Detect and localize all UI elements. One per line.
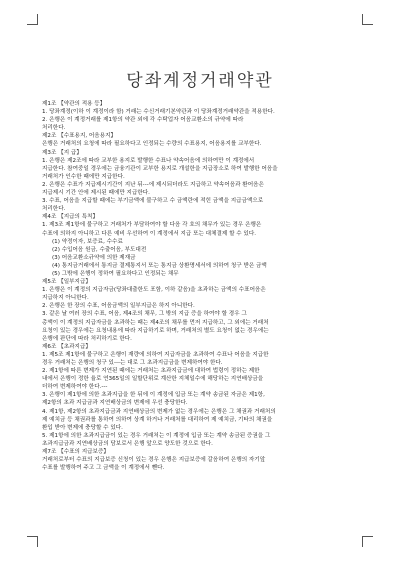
- text-line: 제4조 【지급의 특칙】: [42, 214, 99, 221]
- text-line: 제2항의 초과 지급금과 지연배상금의 변제에 우선 충당한다.: [42, 400, 188, 407]
- text-line: 처리한다.: [42, 125, 66, 132]
- text-line: 2. 은행은 이 계정거래를 제1항의 약관 외에 각 수탁업자 어음교환소의 규약에 따라: [42, 117, 244, 124]
- text-line: 제1조 【약관의 적용 등】: [42, 101, 106, 107]
- text-line: 경우 거래처는 은행의 청구 있---는 대로 그 초과지급금을 변제하여야 한다.: [42, 360, 223, 366]
- text-line: 내에서 은행이 정한 율로 연365일의 일할단위로 계산한 지체일수에 해당하는 지연배상금을: [42, 376, 264, 383]
- text-line: 은행은 거래처의 요청에 따라 필요하다고 인정되는 수량의 수표용지, 어음용지를 교부한다.: [42, 141, 262, 148]
- document-body: [42, 100, 368, 472]
- text-line: (5) 그밖에 은행이 정하여 필요하다고 인정되는 채무: [52, 270, 179, 277]
- document-title: 당좌계정거래약관: [126, 71, 274, 91]
- text-line: 지급제시 기간 안에 제시된 때에만 지급한다.: [42, 190, 150, 197]
- text-line: 2. 제1항에 따른 변제가 지연된 때에는 거래처는 초과지급금에 대하여 법령이 정하는 제한: [42, 368, 260, 375]
- corner-mark-bottom-left: [27, 536, 38, 547]
- text-line: 초과지급금과 지연배상금의 담보로서 은행 앞으로 양도한 것으로 한다.: [42, 440, 213, 447]
- corner-mark-top-left: [27, 14, 38, 25]
- text-line: 2. 은행은 한 장의 수표, 어음금액의 일부지급은 하지 아니한다.: [42, 303, 195, 310]
- text-line: 제5조 【일부지급】: [42, 279, 91, 286]
- text-line: 2. 은행은 수표가 지급제시기간이 지난 뒤---에 제시되더라도 지급하고 약속어음과 환어음은: [42, 181, 264, 188]
- text-line: 1. 은행은 이 계정의 지급자금(당좌대출한도 포함, 이하 같음)을 초과하는 금액의 수표어음은: [42, 287, 266, 294]
- text-line: 1. 제3조 제1항에 불구하고 거래처가 부담하여야 할 다음 각 호의 채무가 있는 경우 은행은: [42, 222, 262, 229]
- corner-mark-top-right: [362, 14, 373, 25]
- text-line: 더하여 변제하여야 한다.---: [42, 384, 108, 391]
- text-line: 총액이 이 계정의 지급자금을 초과하는 때는 제4조의 채무를 먼저 지급하고, 그 외에는 거래처: [42, 319, 269, 326]
- text-line: 4. 제1항, 제2항의 초과지급금과 지연배상금의 변제가 없는 경우에는 은행은 그 채권과 거래처의: [42, 408, 276, 415]
- text-line: 처리한다.: [42, 206, 66, 213]
- text-line: (3) 어음교환소규약에 의한 제재금: [52, 254, 136, 261]
- text-line: 제7조 【수표의 지급보증】: [42, 449, 109, 456]
- text-line: 거래처가 인수한 때에만 지급한다.: [42, 173, 125, 180]
- text-line: 제6조 【초과지급】: [42, 343, 91, 350]
- text-line: 제 예치금 등 채권과를 통하여 의하여 상계 하거나 거래처를 대리하여 제 예치금, 기타의 채권을: [42, 416, 273, 423]
- text-line: 제3조 【지 급】: [42, 149, 82, 156]
- text-line: 제2조 【수표용지, 어음용지】: [42, 133, 117, 140]
- corner-mark-bottom-right: [362, 536, 373, 547]
- text-line: 5. 제1항에 의한 초과지급금이 있는 경우 거래처는 이 계정에 입금 또는 계약 송금된 증권을 그: [42, 432, 271, 439]
- text-line: 은행에 판단에 따라 처리하기로 한다.: [42, 335, 132, 342]
- text-line: 요청이 있는 경우에는 요청내용에 따라 지급하기로 하며, 거래처의 별도 요청이 없는 경우에는: [42, 327, 269, 334]
- text-line: 지급하지 아니한다.: [42, 295, 89, 302]
- text-line: 수표를 발행하여 주고 그 금액을 이 계정에서 뺀다.: [42, 465, 165, 472]
- text-line: 3. 은행이 제1항에 의한 초과지급을 한 뒤에 이 계정에 입금 또는 계약 송금된 자금은 제1항,: [42, 392, 265, 399]
- text-line: 1. 제5조 제1항에 불구하고 은행이 재량에 의하여 지급자금을 초과하여 수표나 어음을 지급한: [42, 351, 269, 358]
- text-line: 환입 받아 변제에 충당할 수 있다.: [42, 424, 123, 431]
- text-line: 수표에 의하지 아니하고 다른 예비 우선하여 이 계정에서 지급 또는 대체결제 할 수 있다.: [42, 230, 257, 237]
- text-line: 3. 수표, 어음을 지급할 때에는 부기금액에 불구하고 수 금액란에 적힌 금액을 지급금액으로: [42, 198, 264, 205]
- text-line: (4) 통지금거래에서 통지금 결제통지서 또는 통지금 상환명세서에 의하여 청구 받은 금액: [52, 262, 267, 269]
- text-line: 3. 같은 날 여러 장의 수표, 어음, 제4조의 채무, 그 밖의 지급 증을 하여야 할 경우 그: [42, 311, 247, 318]
- text-line: (2) 수입어음 원금, 수출어음, 부도대전: [52, 246, 147, 253]
- text-line: 1. 은행은 제2조에 따라 교부한 용지로 발행한 수표나 약속어음에 의하여만 이 계정에서: [42, 157, 255, 164]
- text-line: 1. 당좌계정(이하 이 계정이라 함) 거래는 수신거래기본약관과 이 당좌계정거래약관을 적용한다.: [42, 109, 275, 116]
- text-line: 거래처로부터 수표의 지급보증 신청이 있는 경우 은행은 지급보증에 갈음하여 은행의 자기앞: [42, 457, 266, 464]
- text-line: (1) 약정이자, 보증료, 수수료: [52, 238, 123, 245]
- text-line: 지급한다. 참여중일 경우에는 금융기관이 교부한 용지로 개설한을 지급장소로 하여 발행한 어음을: [42, 165, 278, 172]
